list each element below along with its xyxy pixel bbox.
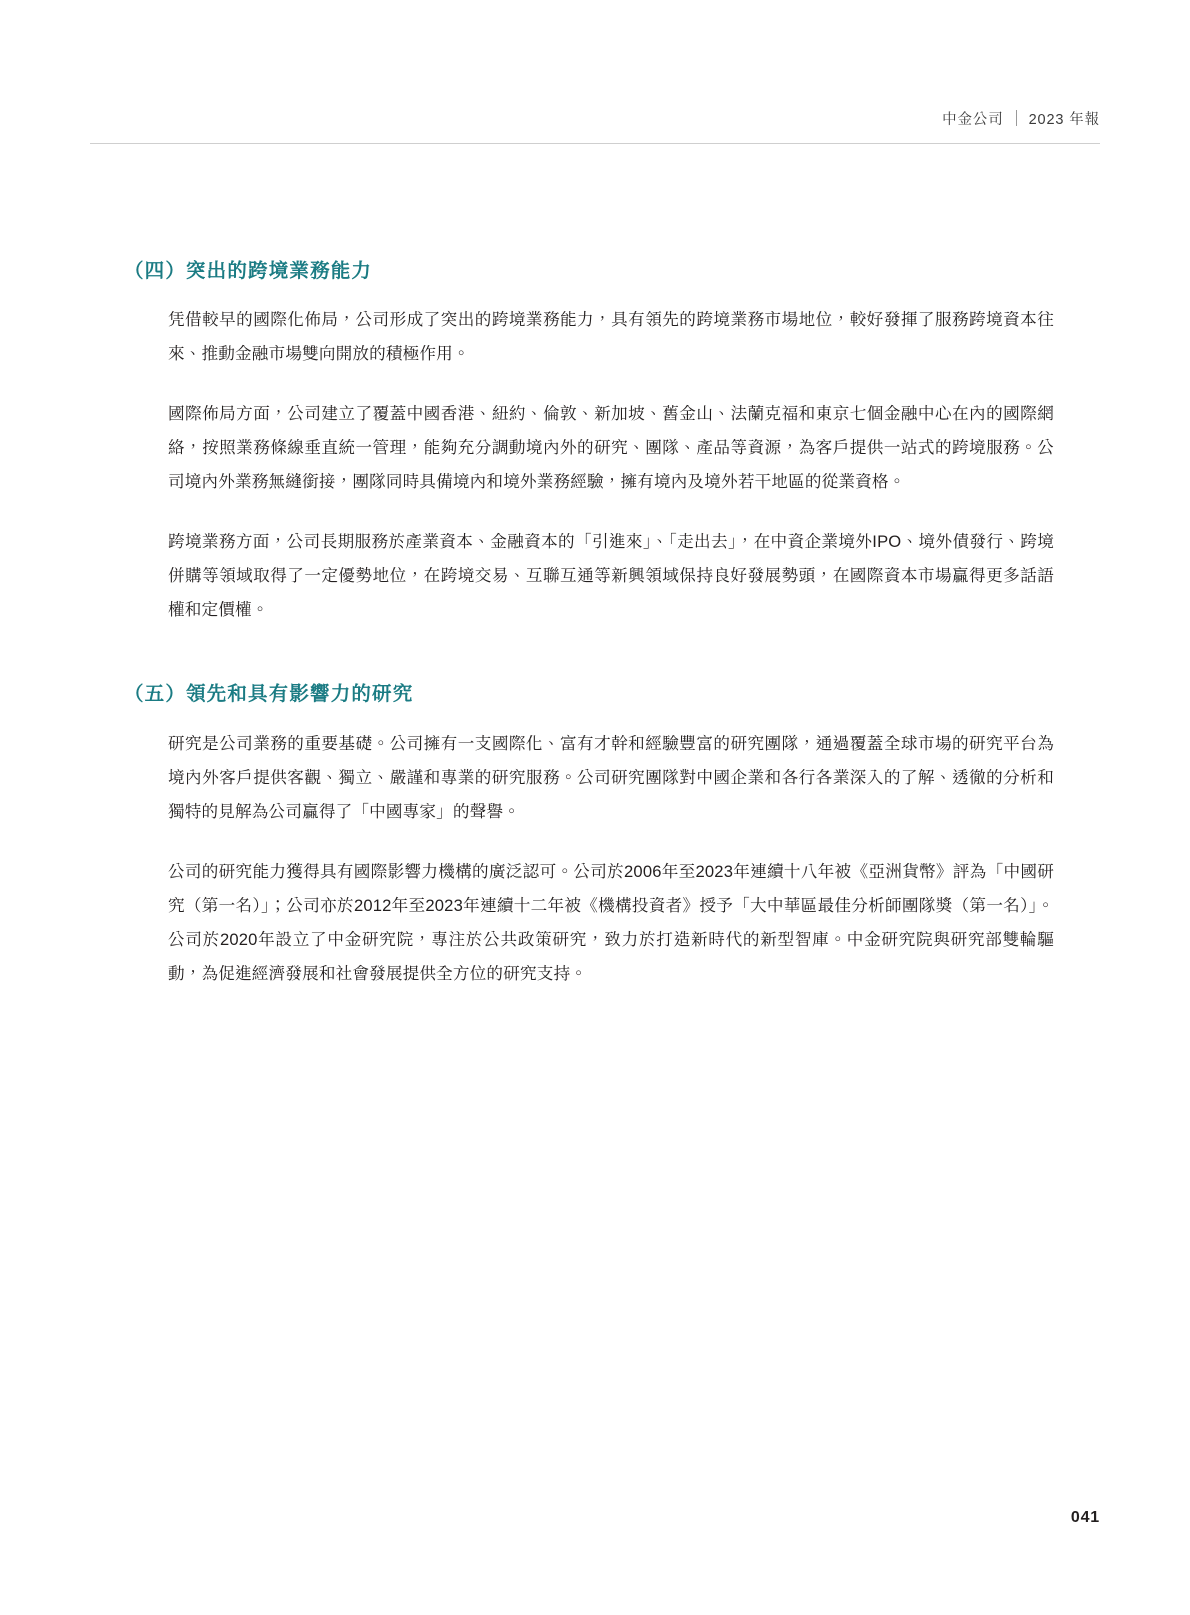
paragraph: 跨境業務方面，公司長期服務於產業資本、金融資本的「引進來」、「走出去」，在中資企業境外IPO、境外債發行、跨境併購等領域取得了一定優勢地位，在跨境交易、互聯互通等新興領域保持良好發展勢頭，在國際資本市場贏得更多話語權和定價權。	[168, 532, 1054, 620]
paragraph: 公司的研究能力獲得具有國際影響力機構的廣泛認可。公司於2006年至2023年連續十八年被《亞洲貨幣》評為「中國研究（第一名）」；公司亦於2012年至2023年連續十二年被《機構投資者》授予「大中華區最佳分析師團隊獎（第一名）」。公司於2020年設立了中金研究院，專注於公共政策研究，致力於打造新時代的新型智庫。中金研究院與研究部雙輪驅動，為促進經濟發展和社會發展提供全方位的研究支持。	[168, 861, 1054, 983]
section-heading-research: （五）領先和具有影響力的研究	[124, 683, 414, 706]
paragraph: 國際佈局方面，公司建立了覆蓋中國香港、紐約、倫敦、新加坡、舊金山、法蘭克福和東京七個金融中心在內的國際網絡，按照業務條線垂直統一管理，能夠充分調動境內外的研究、團隊、產品等資源，為客戶提供一站式的跨境服務。公司境內外業務無縫銜接，團隊同時具備境內和境外業務經驗，擁有境內及境外若干地區的從業資格。	[168, 404, 1054, 492]
header-report-year: 2023 年報	[1028, 112, 1100, 128]
page-header	[942, 108, 1100, 128]
page-content	[124, 258, 1054, 991]
header-divider	[1016, 110, 1017, 126]
section-heading-cross-border: （四）突出的跨境業務能力	[124, 260, 373, 282]
paragraph: 研究是公司業務的重要基礎。公司擁有一支國際化、富有才幹和經驗豐富的研究團隊，通過覆蓋全球市場的研究平台為境內外客戶提供客觀、獨立、嚴謹和專業的研究服務。公司研究團隊對中國企業和各行各業深入的了解、透徹的分析和獨特的見解為公司贏得了「中國專家」的聲譽。	[168, 733, 1054, 821]
header-rule	[90, 143, 1100, 144]
paragraph: 凭借較早的國際化佈局，公司形成了突出的跨境業務能力，具有領先的跨境業務市場地位，較好發揮了服務跨境資本往來、推動金融市場雙向開放的積極作用。	[168, 310, 1054, 364]
header-company-name: 中金公司	[942, 112, 1004, 128]
page-number: 041	[1070, 1509, 1100, 1526]
